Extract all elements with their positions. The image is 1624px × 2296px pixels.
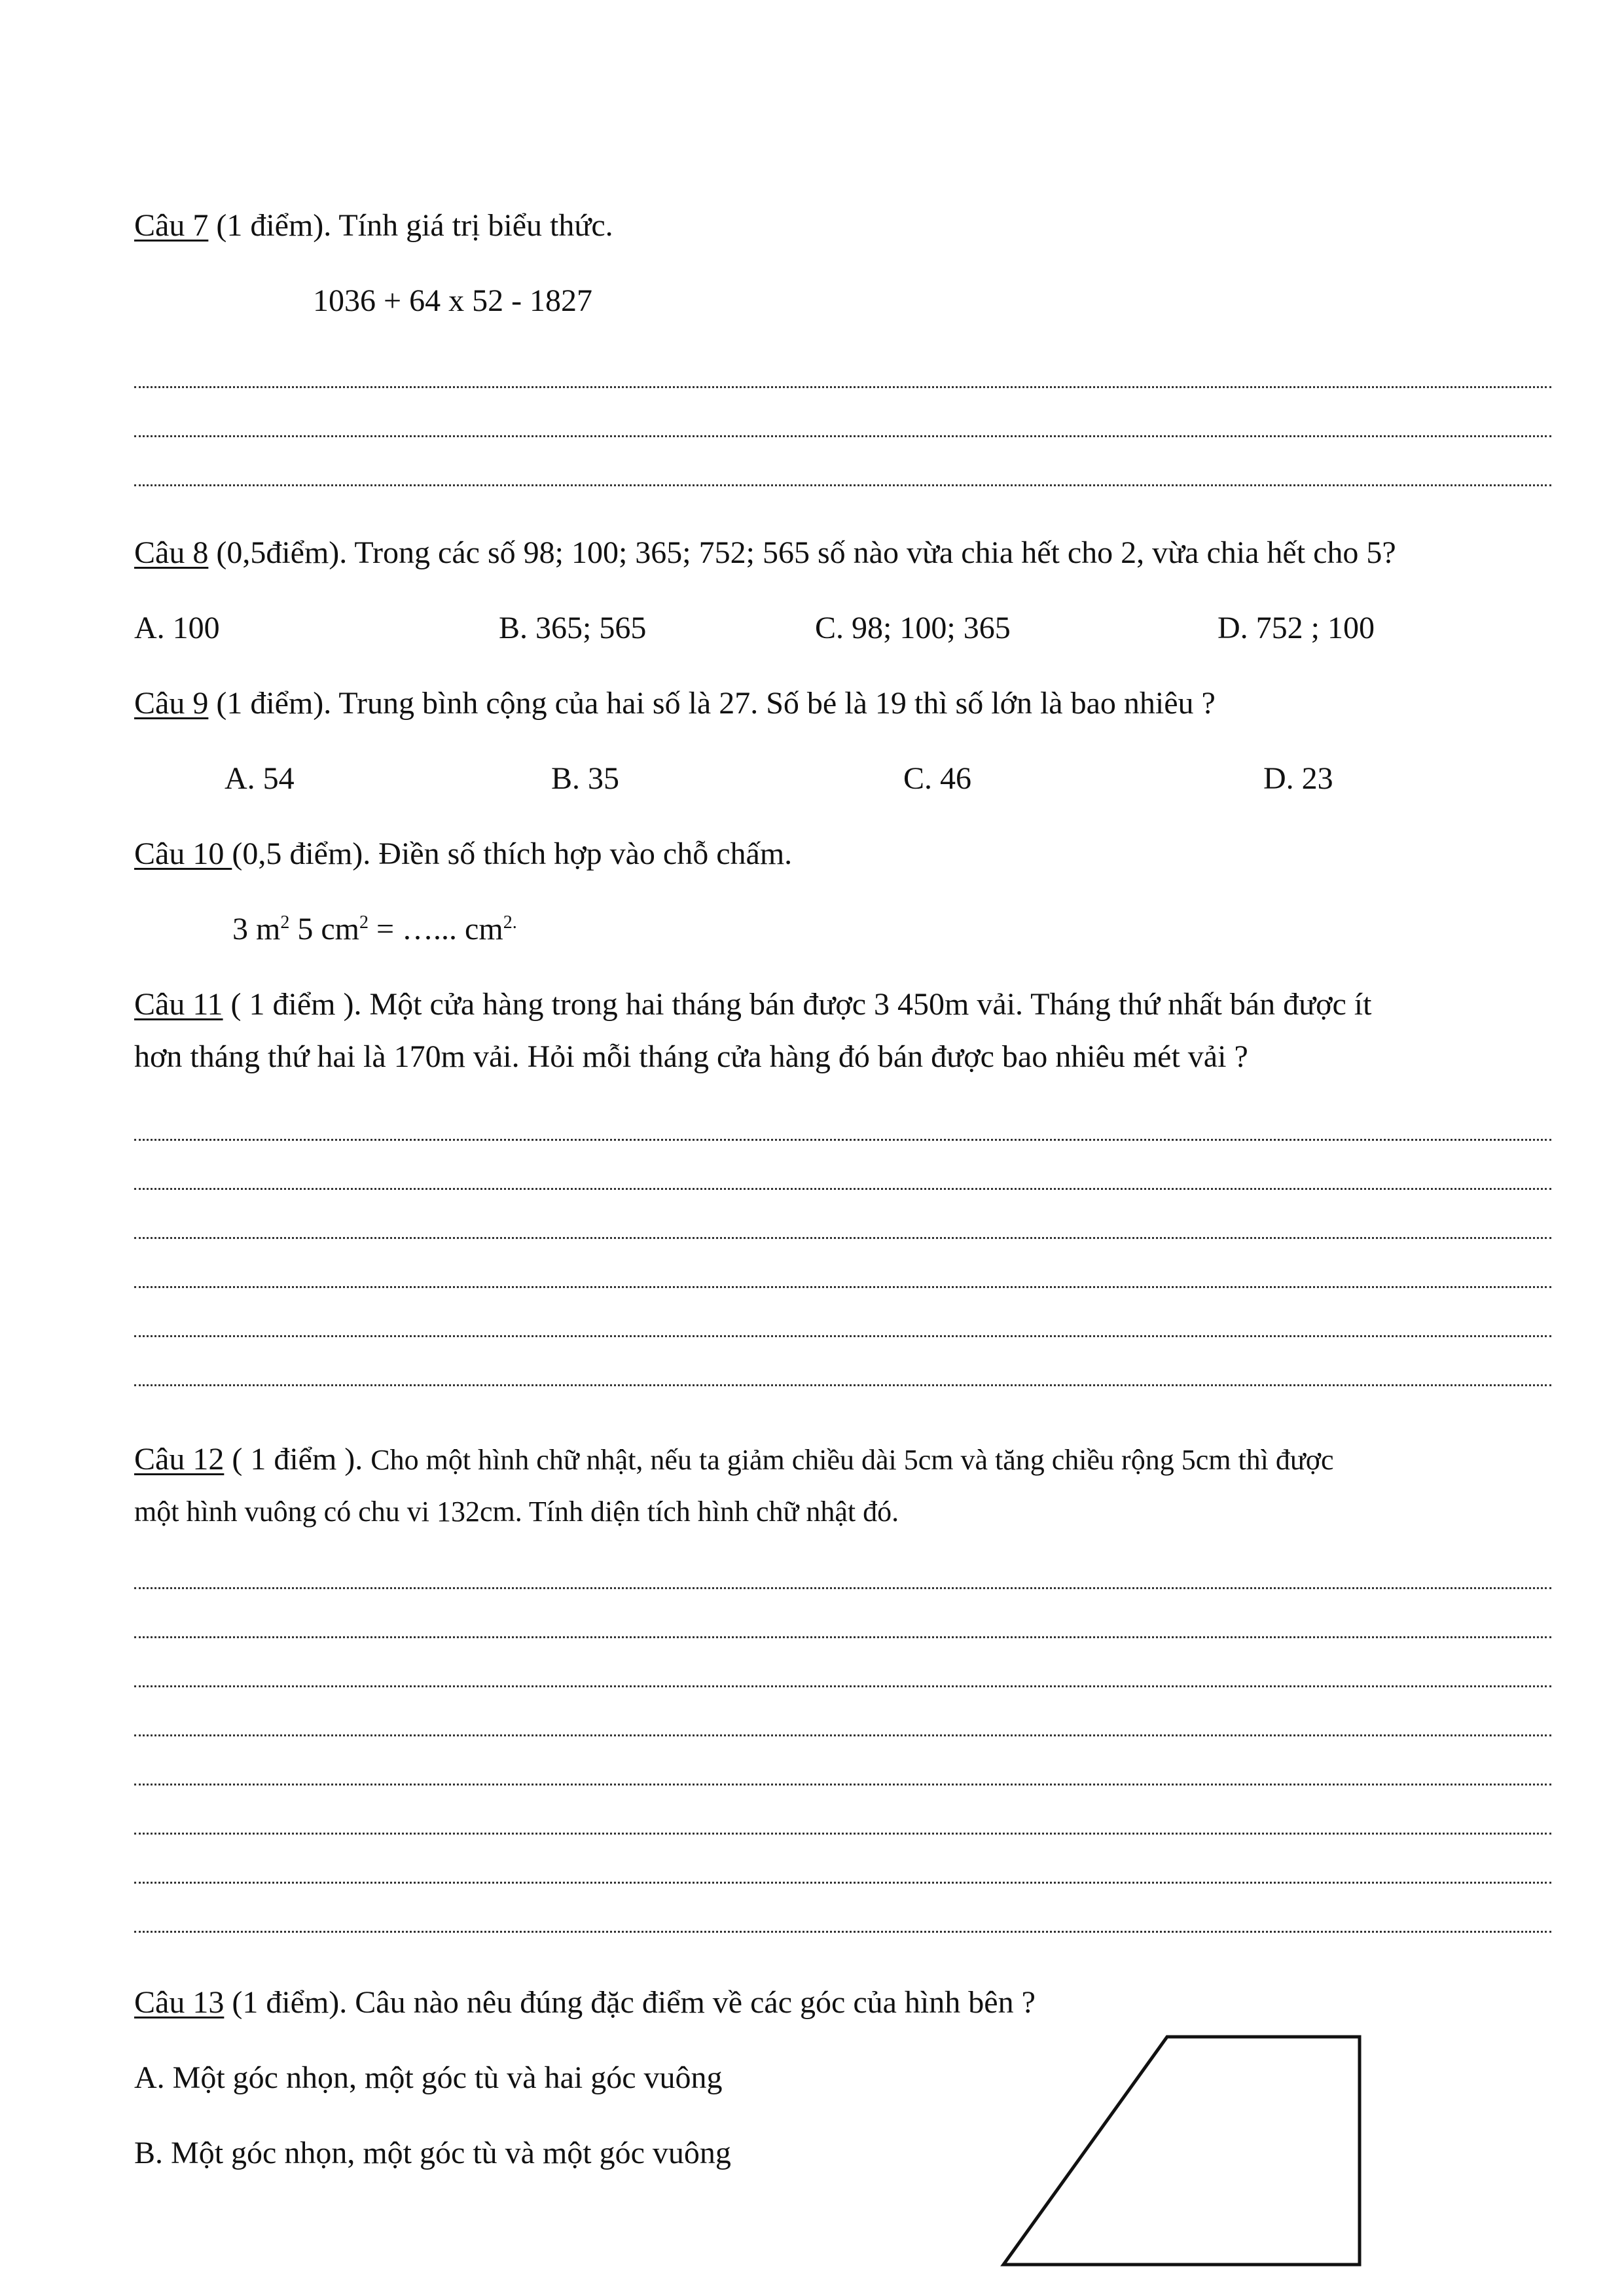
trapezoid-figure <box>992 2029 1375 2274</box>
answer-line[interactable] <box>134 1833 1551 1835</box>
q11-heading <box>134 985 1371 1024</box>
q10-expr-c: = …... cm <box>368 912 503 946</box>
q12-label: Câu 12 <box>134 1442 225 1477</box>
q9-heading <box>134 684 1216 723</box>
answer-line[interactable] <box>134 1685 1551 1687</box>
q10-sup-2: 2 <box>359 912 369 933</box>
q8-option-d[interactable]: D. 752 ; 100 <box>1218 611 1375 645</box>
q11-label: Câu 11 <box>134 987 223 1022</box>
answer-line[interactable] <box>134 435 1551 437</box>
q9-option-b[interactable]: B. 35 <box>551 761 620 796</box>
answer-line[interactable] <box>134 1931 1551 1933</box>
q10-sup-3: 2. <box>503 912 517 933</box>
q8-option-c[interactable]: C. 98; 100; 365 <box>815 611 1011 645</box>
q12-points: ( 1 điểm ). <box>224 1442 371 1477</box>
q12-text-line1: Cho một hình chữ nhật, nếu ta giảm chiều dài 5cm và tăng chiều rộng 5cm thì được <box>370 1444 1334 1476</box>
q7-label: Câu 7 <box>134 208 209 243</box>
q13-label: Câu 13 <box>134 1985 225 2020</box>
q13-option-a[interactable]: A. Một góc nhọn, một góc tù và hai góc vuông <box>134 2060 723 2095</box>
q12-heading <box>134 1440 1334 1480</box>
q9-label: Câu 9 <box>134 686 209 721</box>
answer-line[interactable] <box>134 484 1551 486</box>
q13-text: (1 điểm). Câu nào nêu đúng đặc điểm về các góc của hình bên ? <box>224 1985 1036 2020</box>
answer-line[interactable] <box>134 1587 1551 1589</box>
q8-heading <box>134 533 1396 573</box>
q9-option-a[interactable]: A. 54 <box>225 761 295 796</box>
q8-label: Câu 8 <box>134 535 209 570</box>
q7-heading <box>134 206 613 245</box>
q10-sup-1: 2 <box>280 912 290 933</box>
answer-line[interactable] <box>134 1237 1551 1239</box>
answer-line[interactable] <box>134 1882 1551 1884</box>
answer-line[interactable] <box>134 1335 1551 1337</box>
q10-text: (0,5 điểm). Điền số thích hợp vào chỗ chấm. <box>232 836 793 871</box>
q9-option-d[interactable]: D. 23 <box>1263 761 1333 796</box>
q10-heading <box>134 834 792 874</box>
q9-text: (1 điểm). Trung bình cộng của hai số là 27. Số bé là 19 thì số lớn là bao nhiêu ? <box>208 686 1216 721</box>
answer-line[interactable] <box>134 386 1551 388</box>
q13-option-b[interactable]: B. Một góc nhọn, một góc tù và một góc vuông <box>134 2136 731 2170</box>
q12-text-line2: một hình vuông có chu vi 132cm. Tính diện tích hình chữ nhật đó. <box>134 1496 899 1528</box>
q13-heading <box>134 1983 1036 2022</box>
q8-option-a[interactable]: A. 100 <box>134 611 220 645</box>
q11-text-line1: ( 1 điểm ). Một cửa hàng trong hai tháng bán được 3 450m vải. Tháng thứ nhất bán được ít <box>223 987 1372 1022</box>
q7-text: (1 điểm). Tính giá trị biểu thức. <box>208 208 613 243</box>
q10-expr-a: 3 m <box>232 912 281 946</box>
q9-option-c[interactable]: C. 46 <box>903 761 972 796</box>
answer-line[interactable] <box>134 1286 1551 1288</box>
q7-expression: 1036 + 64 x 52 - 1827 <box>313 283 593 318</box>
answer-line[interactable] <box>134 1139 1551 1141</box>
trapezoid-shape <box>1003 2037 1360 2265</box>
q11-text-line2: hơn tháng thứ hai là 170m vải. Hỏi mỗi tháng cửa hàng đó bán được bao nhiêu mét vải ? <box>134 1039 1248 1074</box>
q10-expression[interactable] <box>232 910 517 949</box>
q8-option-b[interactable]: B. 365; 565 <box>499 611 647 645</box>
q10-label: Câu 10 <box>134 836 232 871</box>
q8-text: (0,5điểm). Trong các số 98; 100; 365; 752; 565 số nào vừa chia hết cho 2, vừa chia hết cho 5? <box>208 535 1396 570</box>
answer-line[interactable] <box>134 1636 1551 1638</box>
answer-line[interactable] <box>134 1784 1551 1785</box>
answer-line[interactable] <box>134 1384 1551 1386</box>
answer-line[interactable] <box>134 1188 1551 1190</box>
answer-line[interactable] <box>134 1734 1551 1736</box>
q10-expr-b: 5 cm <box>289 912 359 946</box>
